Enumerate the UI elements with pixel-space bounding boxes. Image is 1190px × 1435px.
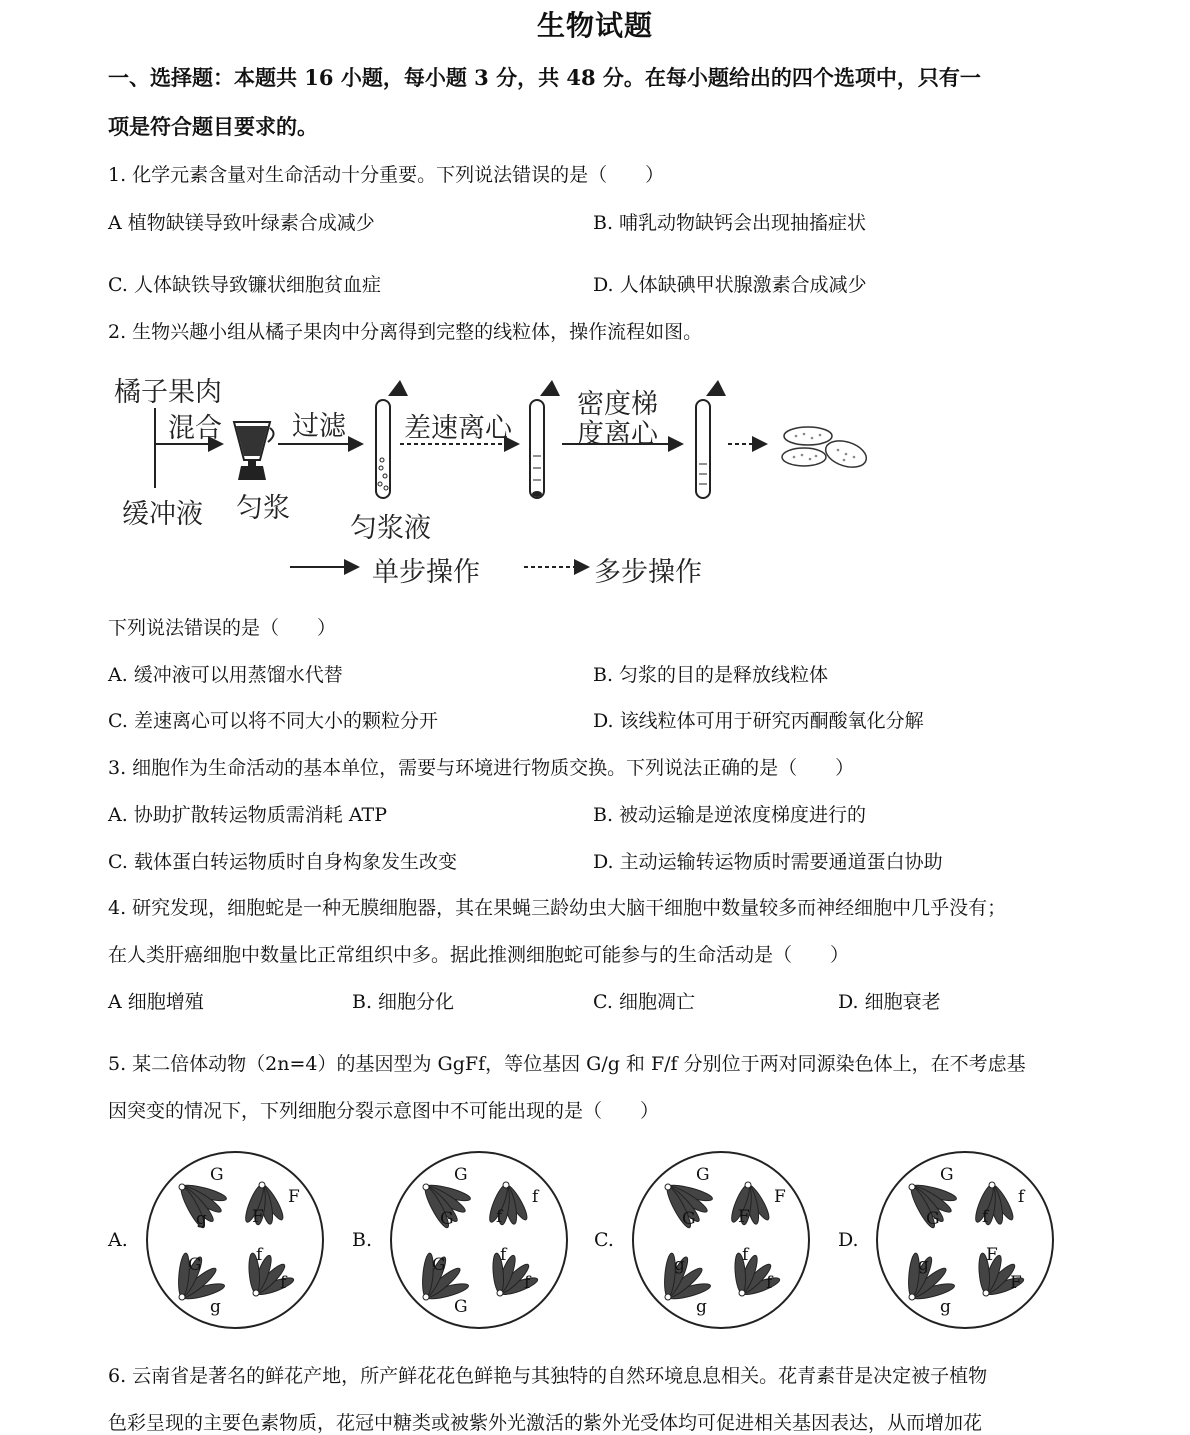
cell-membrane [147,1152,323,1328]
gene-label-g1: G [940,1165,954,1185]
gene-label-g4: g [210,1297,221,1317]
gene-label-f4: f [766,1273,773,1293]
q4-option-c[interactable]: C. 细胞凋亡 [593,991,695,1013]
gene-label-f4: f [280,1273,287,1293]
q2-ask: 下列说法错误的是（ ） [108,617,337,639]
q1-stem: 1. 化学元素含量对生命活动十分重要。下列说法错误的是（ ） [108,164,665,186]
q5-cell-option-c[interactable] [594,1145,794,1335]
q2-option-d[interactable]: D. 该线粒体可用于研究丙酮酸氧化分解 [593,710,924,732]
blender-icon [234,422,274,480]
label-buffer: 缓冲液 [122,499,203,530]
q5-cell-option-a[interactable] [108,1145,308,1335]
chromosome-group-bottom-right [248,1253,296,1298]
label-fruit: 橘子果肉 [114,377,222,408]
cell-membrane [633,1152,809,1328]
gene-label-f3: f [256,1245,263,1265]
q4-option-d[interactable]: D. 细胞衰老 [838,991,941,1013]
gene-label-f4: f [524,1273,531,1293]
legend-single-step: 单步操作 [372,557,480,588]
gene-label-g1: G [454,1165,468,1185]
section-header-line1: 一、选择题：本题共 16 小题，每小题 3 分，共 48 分。在每小题给出的四个选项中，只有一 [108,65,981,90]
flow-drawing [100,360,900,590]
cell-drawing [374,1145,574,1335]
cell-option-label: B. [352,1229,373,1251]
q3-option-b[interactable]: B. 被动运输是逆浓度梯度进行的 [593,804,867,826]
gene-label-g4: G [454,1297,468,1317]
q5-stem-line2: 因突变的情况下，下列细胞分裂示意图中不可能出现的是（ ） [108,1100,660,1122]
label-homogenize: 匀浆 [236,493,290,524]
gene-label-g4: g [696,1297,707,1317]
q4-stem-line2: 在人类肝癌细胞中数量比正常组织中多。据此推测细胞蛇可能参与的生命活动是（ ） [108,944,850,966]
label-density-2: 度离心 [577,419,658,450]
q3-option-c[interactable]: C. 载体蛋白转运物质时自身构象发生改变 [108,851,457,873]
q2-option-a[interactable]: A. 缓冲液可以用蒸馏水代替 [108,664,343,686]
section-header-line2: 项是符合题目要求的。 [108,114,318,139]
gene-label-g1: G [210,1165,224,1185]
chromosome-group-top-right [728,1182,772,1225]
gene-label-f1: f [532,1187,539,1207]
gene-label-g2: G [682,1209,696,1229]
gene-label-g3: G [188,1255,202,1275]
cell-option-label: C. [594,1229,614,1251]
gene-label-f1: F [288,1187,300,1207]
gene-label-g3: g [918,1255,929,1275]
q1-option-a[interactable]: A 植物缺镁导致叶绿素合成减少 [108,212,375,234]
page-title: 生物试题 [536,9,653,42]
q2-option-c[interactable]: C. 差速离心可以将不同大小的颗粒分开 [108,710,438,732]
q6-stem-line1: 6. 云南省是著名的鲜花产地，所产鲜花花色鲜艳与其独特的自然环境息息相关。花青素苷是决定被子植物 [108,1365,988,1387]
gene-label-f3: F [986,1245,998,1265]
gene-label-g3: G [432,1255,446,1275]
q5-stem-line1: 5. 某二倍体动物（2n=4）的基因型为 GgFf，等位基因 G/g 和 F/f 分别位于两对同源染色体上，在不考虑基 [108,1053,1026,1075]
q5-cell-option-b[interactable] [352,1145,552,1335]
q4-option-a[interactable]: A 细胞增殖 [108,991,204,1013]
gene-label-f3: f [500,1245,507,1265]
gene-label-f2: F [252,1207,264,1227]
mitochondria-icon [782,427,870,472]
cell-drawing [860,1145,1060,1335]
test-tube-gradient-icon [696,380,726,498]
gene-label-f1: f [1018,1187,1025,1207]
chromosome-group-bottom-left [907,1253,956,1302]
cell-drawing [616,1145,816,1335]
gene-label-f2: F [738,1207,750,1227]
label-diff-centrifuge: 差速离心 [404,413,512,444]
test-tube-homogenate-icon [376,380,408,498]
q1-option-b[interactable]: B. 哺乳动物缺钙会出现抽搐症状 [593,212,867,234]
gene-label-f2: f [982,1207,989,1227]
label-filter: 过滤 [292,411,346,442]
q1-option-c[interactable]: C. 人体缺铁导致镰状细胞贫血症 [108,274,381,296]
chromosome-group-top-right [486,1182,530,1225]
label-homogenate: 匀浆液 [350,513,431,544]
gene-label-g3: g [674,1255,685,1275]
q5-cell-option-d[interactable] [838,1145,1038,1335]
chromosome-group-bottom-right [734,1253,782,1298]
q4-option-b[interactable]: B. 细胞分化 [352,991,455,1013]
q3-stem: 3. 细胞作为生命活动的基本单位，需要与环境进行物质交换。下列说法正确的是（ ） [108,757,855,779]
gene-label-g2: G [440,1209,454,1229]
q6-stem-line2: 色彩呈现的主要色素物质，花冠中糖类或被紫外光激活的紫外光受体均可促进相关基因表达，从而增加花 [108,1412,983,1434]
chromosome-group-top-right [972,1182,1016,1225]
gene-label-g1: G [696,1165,710,1185]
cell-drawing [130,1145,330,1335]
label-density-1: 密度梯 [577,389,658,420]
q3-option-a[interactable]: A. 协助扩散转运物质需消耗 ATP [108,804,387,826]
gene-label-f2: f [496,1207,503,1227]
chromosome-group-bottom-left [663,1253,712,1302]
label-mix: 混合 [168,413,222,444]
legend-multi-step: 多步操作 [594,557,702,588]
q2-flow-diagram [100,360,900,590]
gene-label-g2: g [196,1209,207,1229]
gene-label-f3: f [742,1245,749,1265]
cell-membrane [391,1152,567,1328]
gene-label-g4: g [940,1297,951,1317]
q1-option-d[interactable]: D. 人体缺碘甲状腺激素合成减少 [593,274,867,296]
q2-stem: 2. 生物兴趣小组从橘子果肉中分离得到完整的线粒体，操作流程如图。 [108,321,703,343]
cell-option-label: D. [838,1229,859,1251]
test-tube-pellet-icon [530,380,560,498]
gene-label-f4: F [1010,1273,1022,1293]
chromosome-group-bottom-right [492,1253,540,1298]
gene-label-f1: F [774,1187,786,1207]
q2-option-b[interactable]: B. 匀浆的目的是释放线粒体 [593,664,829,686]
q4-stem-line1: 4. 研究发现，细胞蛇是一种无膜细胞器，其在果蝇三龄幼虫大脑干细胞中数量较多而神经细胞中几乎没有； [108,897,1007,919]
chromosome-group-top-right [242,1182,286,1225]
cell-membrane [877,1152,1053,1328]
cell-option-label: A. [108,1229,128,1251]
gene-label-g2: G [926,1209,940,1229]
q3-option-d[interactable]: D. 主动运输转运物质时需要通道蛋白协助 [593,851,943,873]
